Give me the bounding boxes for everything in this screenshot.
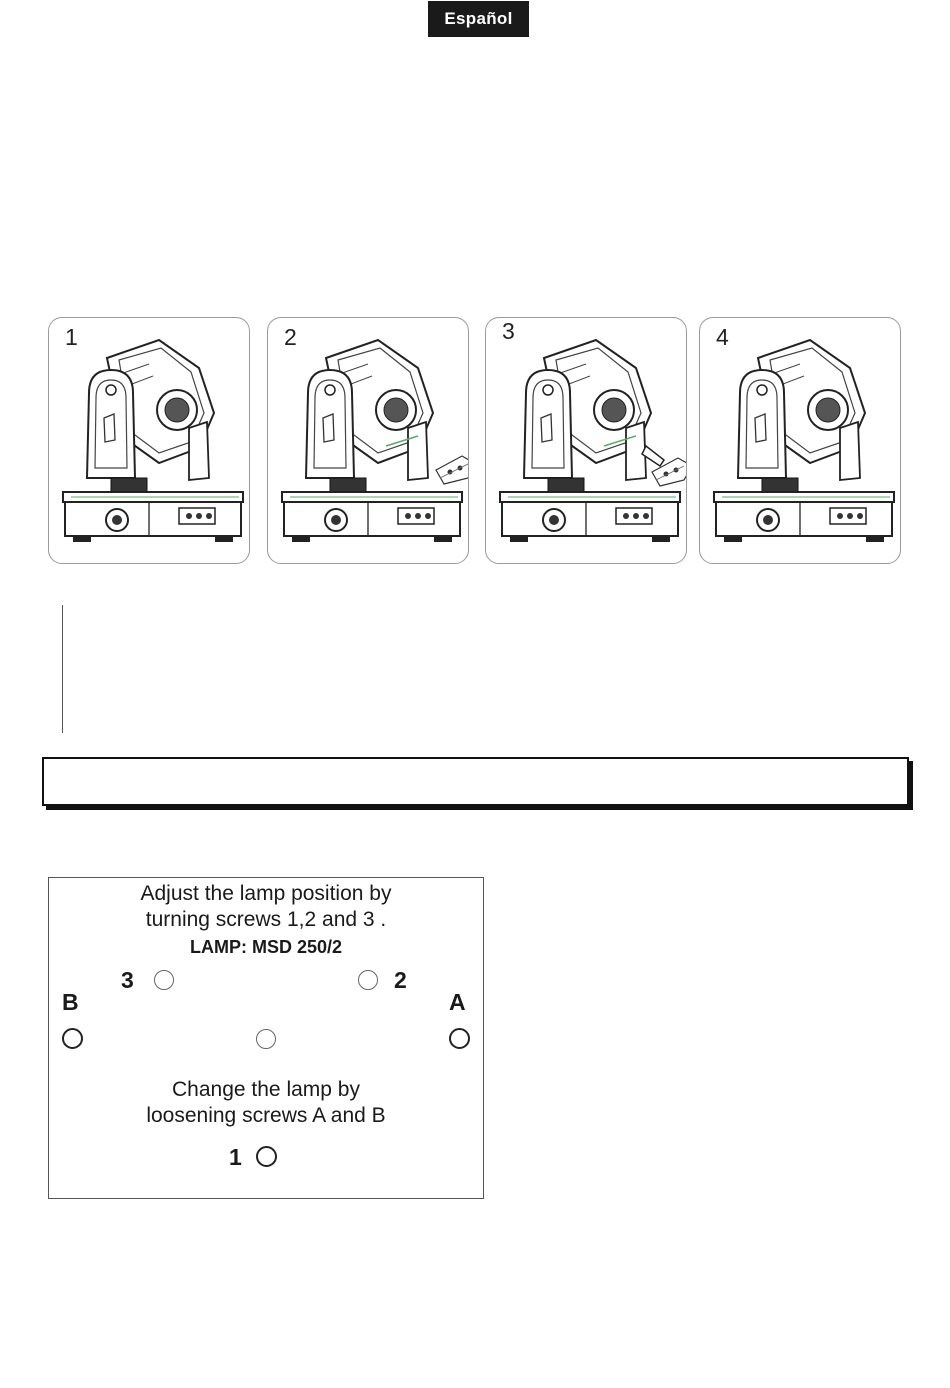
screw-a-icon bbox=[449, 1028, 470, 1049]
step-number: 1 bbox=[65, 324, 78, 350]
screw-b-label: B bbox=[62, 989, 79, 1015]
step-panel-3 bbox=[485, 317, 687, 564]
screw-1-icon bbox=[256, 1146, 277, 1167]
lamp-model: LAMP: MSD 250/2 bbox=[189, 937, 343, 957]
screw-2-icon bbox=[358, 970, 378, 990]
screw-a-label: A bbox=[449, 989, 466, 1015]
fixture-illustration-3 bbox=[486, 318, 686, 563]
adjust-instruction-line-2: turning screws 1,2 and 3 . bbox=[145, 908, 387, 931]
language-badge: Español bbox=[428, 1, 529, 37]
change-instruction-line-2: loosening screws A and B bbox=[146, 1104, 386, 1127]
side-rule bbox=[62, 605, 63, 733]
screw-3-icon bbox=[154, 970, 174, 990]
step-panel-4 bbox=[699, 317, 901, 564]
lamp-center-icon bbox=[256, 1029, 276, 1049]
adjust-instruction-line-1: Adjust the lamp position by bbox=[140, 882, 392, 905]
lamp-adjustment-diagram bbox=[48, 877, 484, 1199]
screw-b-icon bbox=[62, 1028, 83, 1049]
fixture-illustration-4 bbox=[700, 318, 900, 563]
step-number: 4 bbox=[716, 324, 729, 350]
step-number: 3 bbox=[502, 318, 515, 344]
step-number: 2 bbox=[284, 324, 297, 350]
fixture-illustration-1 bbox=[49, 318, 249, 563]
screw-2-label: 2 bbox=[394, 967, 407, 993]
screw-3-label: 3 bbox=[121, 967, 134, 993]
change-instruction-line-1: Change the lamp by bbox=[172, 1078, 360, 1101]
step-panel-1 bbox=[48, 317, 250, 564]
fixture-illustration-2 bbox=[268, 318, 468, 563]
section-heading-box bbox=[42, 757, 909, 806]
step-panel-2 bbox=[267, 317, 469, 564]
screw-1-label: 1 bbox=[229, 1144, 242, 1170]
